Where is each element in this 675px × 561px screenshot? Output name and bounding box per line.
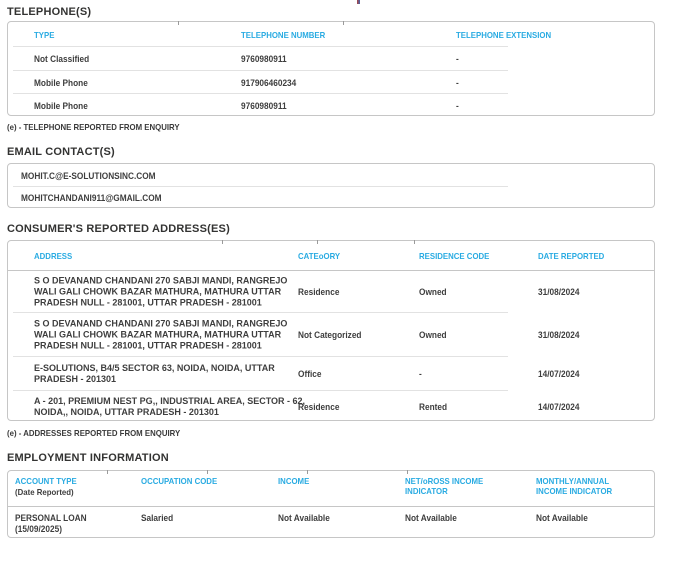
table-row xyxy=(8,270,654,313)
address-cell xyxy=(34,319,287,352)
phone-number-cell: 917906460234 xyxy=(241,77,297,88)
net-gross-income-cell: Not Available xyxy=(405,513,457,523)
employment-header-row xyxy=(8,471,654,507)
email-address: MOHITCHANDANI911@GMAIL.COM xyxy=(21,193,162,203)
address-cell xyxy=(34,275,287,308)
account-type-text: PERSONAL LOAN xyxy=(15,513,87,523)
column-header-residence-code: RESIDENCE CODE xyxy=(419,250,490,261)
monthly-annual-income-cell: Not Available xyxy=(536,513,588,523)
category-cell: Not Categorized xyxy=(298,330,362,340)
address-line: WALI GALI CHOWK BAZAR MATHURA, MATHURA UTTAR xyxy=(34,286,282,296)
list-item xyxy=(8,164,654,187)
address-line: E-SOLUTIONS, B4/5 SECTOR 63, NOIDA, NOIDA, UTTAR xyxy=(34,363,275,373)
email-address: MOHIT.C@E-SOLUTIONSINC.COM xyxy=(21,170,156,181)
address-cell xyxy=(34,396,305,418)
addresses-section-title: CONSUMER'S REPORTED ADDRESS(ES) xyxy=(7,223,230,235)
telephones-section-title: TELEPHONE(S) xyxy=(7,6,92,18)
phone-extension-cell: - xyxy=(456,77,459,88)
table-row xyxy=(8,391,654,422)
residence-code-cell: Owned xyxy=(419,286,447,297)
telephones-footnote: (e) - TELEPHONE REPORTED FROM ENQUIRY xyxy=(7,122,180,132)
table-row xyxy=(8,357,654,391)
table-row xyxy=(8,506,654,539)
income-cell: Not Available xyxy=(278,513,330,523)
table-row xyxy=(8,71,654,94)
column-header-monthly-annual-income-indicator: MONTHLY/ANNUAL INCOME INDICATOR xyxy=(536,476,613,496)
account-type-cell xyxy=(15,513,87,535)
address-line: S O DEVANAND CHANDANI 270 SABJI MANDI, RANGREJO xyxy=(34,275,288,285)
column-header-date-reported-sub: (Date Reported) xyxy=(15,487,74,497)
list-item xyxy=(8,187,654,209)
column-header-income: INCOME xyxy=(278,476,310,486)
date-reported-cell: 14/07/2024 xyxy=(538,369,580,379)
column-header-date-reported: DATE REPORTED xyxy=(538,250,605,261)
date-reported-cell: 31/08/2024 xyxy=(538,286,580,297)
category-cell: Residence xyxy=(298,286,340,297)
column-header-net-gross-income-indicator: NET/oROSS INCOME INDICATOR xyxy=(405,476,484,496)
column-header-telephone-extension: TELEPHONE EXTENSION xyxy=(456,29,552,40)
phone-type-cell: Mobile Phone xyxy=(34,100,88,111)
phone-number-cell: 9760980911 xyxy=(241,54,287,64)
column-header-category: CATEoORY xyxy=(298,250,341,261)
address-line: A - 201, PREMIUM NEST PG,, INDUSTRIAL AREA, SECTOR - 62, xyxy=(34,395,306,406)
phone-extension-cell: - xyxy=(456,100,459,111)
phone-type-cell: Mobile Phone xyxy=(34,77,88,88)
employment-table xyxy=(7,470,655,538)
residence-code-cell: - xyxy=(419,369,422,379)
date-reported-cell: 14/07/2024 xyxy=(538,401,580,412)
address-line: PRADESH NULL - 281001, UTTAR PRADESH - 281001 xyxy=(34,297,262,307)
address-line: WALI GALI CHOWK BAZAR MATHURA, MATHURA UTTAR xyxy=(34,329,282,340)
date-reported-cell: 31/08/2024 xyxy=(538,330,580,340)
column-header-type: TYPE xyxy=(34,29,55,40)
phone-extension-cell: - xyxy=(456,54,459,64)
address-line: S O DEVANAND CHANDANI 270 SABJI MANDI, RANGREJO xyxy=(34,318,288,329)
category-cell: Residence xyxy=(298,401,340,412)
account-date-reported: (15/09/2025) xyxy=(15,524,62,534)
table-row xyxy=(8,47,654,71)
table-row xyxy=(8,313,654,357)
category-cell: Office xyxy=(298,369,322,379)
emails-section-title: EMAIL CONTACT(S) xyxy=(7,146,115,158)
phone-type-cell: Not Classified xyxy=(34,54,90,64)
addresses-table xyxy=(7,240,655,421)
residence-code-cell: Rented xyxy=(419,401,448,412)
address-line: NOIDA,, NOIDA, UTTAR PRADESH - 201301 xyxy=(34,406,219,417)
occupation-code-cell: Salaried xyxy=(141,513,174,523)
column-header-account-type: ACCOUNT TYPE xyxy=(15,476,77,486)
emails-list xyxy=(7,163,655,208)
telephones-table xyxy=(7,21,655,116)
addresses-footnote: (e) - ADDRESSES REPORTED FROM ENQUIRY xyxy=(7,428,181,438)
residence-code-cell: Owned xyxy=(419,330,447,340)
address-line: PRADESH - 201301 xyxy=(34,374,117,384)
address-line: PRADESH NULL - 281001, UTTAR PRADESH - 281001 xyxy=(34,340,262,351)
phone-number-cell: 9760980911 xyxy=(241,100,287,111)
telephones-header-row xyxy=(8,22,654,47)
employment-section-title: EMPLOYMENT INFORMATION xyxy=(7,452,169,464)
addresses-header-row xyxy=(8,241,654,271)
address-cell xyxy=(34,363,275,385)
column-header-occupation-code: OCCUPATION CODE xyxy=(141,476,218,486)
table-row xyxy=(8,94,654,117)
clipped-text-artifact xyxy=(357,0,360,4)
column-header-address: ADDRESS xyxy=(34,250,73,261)
column-header-telephone-number: TELEPHONE NUMBER xyxy=(241,29,326,40)
